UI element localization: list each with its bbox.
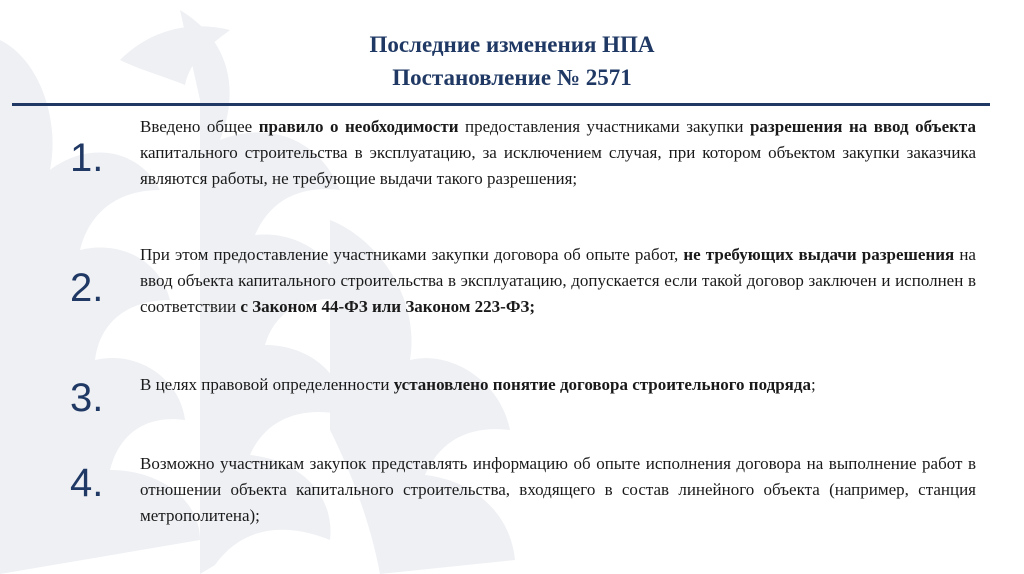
body-text: предоставления участниками закупки (458, 117, 750, 136)
item-text (140, 114, 976, 192)
body-text: При этом предоставление участниками закупки договора об опыте работ, (140, 245, 684, 264)
item-number: 3. (70, 376, 104, 420)
item-text (140, 242, 976, 320)
emphasis-text: установлено понятие договора строительного подряда (393, 375, 811, 394)
title-block (0, 28, 1024, 94)
title-divider (12, 103, 990, 106)
body-text: Введено общее (140, 117, 259, 136)
item-number: 4. (70, 461, 104, 505)
body-text: Возможно участникам закупок представлять информацию об опыте исполнения договора на выполнение работ в отношении объекта капитального строительства, входящего в состав линейного объекта (например, станция метрополитена); (140, 454, 976, 525)
body-text: В целях правовой определенности (140, 375, 394, 394)
emphasis-text: правило о необходимости (258, 117, 459, 136)
body-text: капитального строительства в эксплуатацию, за исключением случая, при котором объектом закупки заказчика являются работы, не требующие выдачи такого разрешения; (140, 143, 976, 188)
page-title: Последние изменения НПА (369, 32, 655, 57)
item-number: 2. (70, 266, 104, 310)
body-text: ; (810, 375, 816, 394)
item-number: 1. (70, 136, 104, 180)
item-text (140, 372, 976, 398)
body-text: на ввод объекта капитального строительства в эксплуатацию, допускается если такой договор заключен и исполнен в соответствии (140, 245, 976, 316)
emphasis-text: с Законом 44-ФЗ или Законом 223-ФЗ; (240, 297, 536, 316)
emphasis-text: не требующих выдачи разрешения (683, 245, 955, 264)
item-text (140, 451, 976, 529)
page-subtitle: Постановление № 2571 (392, 65, 632, 90)
emphasis-text: разрешения на ввод объекта (749, 117, 976, 136)
